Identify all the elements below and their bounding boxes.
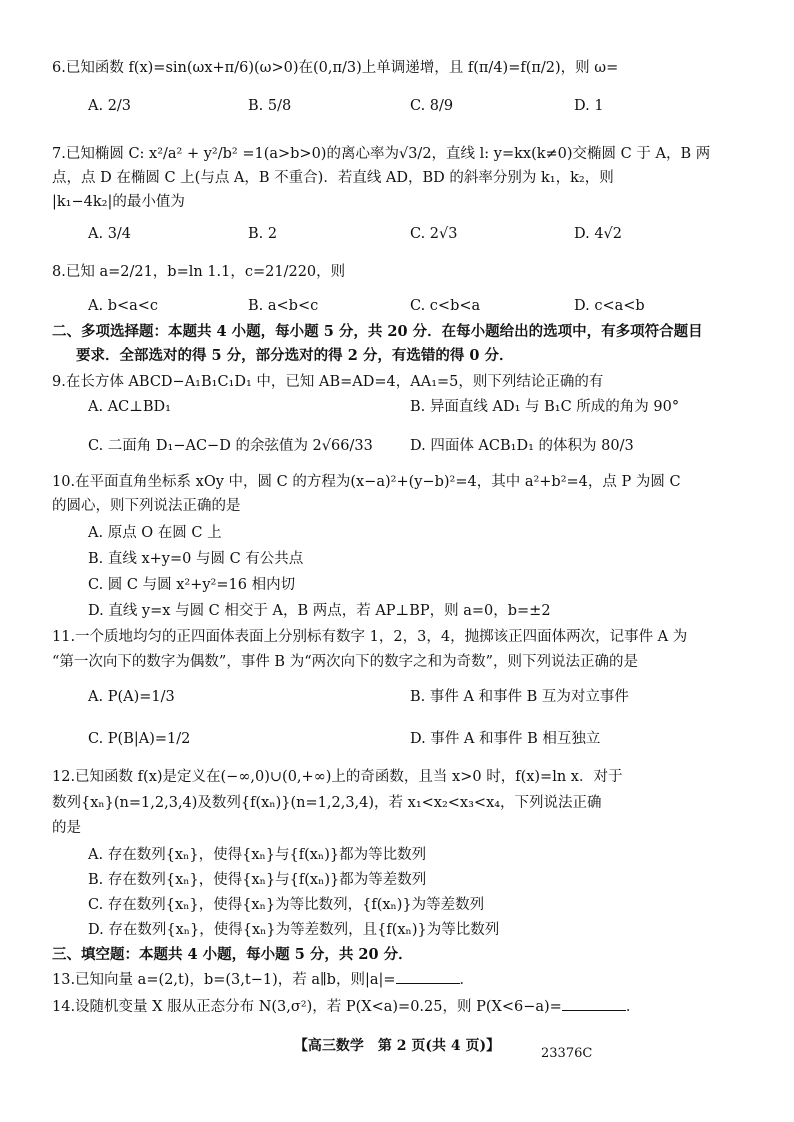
q14-answer-blank[interactable]: [562, 996, 626, 1011]
question-7-line1: 7.已知椭圆 C: x²/a² + y²/b² =1(a>b>0)的离心率为√3/2，直线 l: y=kx(k≠0)交椭圆 C 于 A，B 两: [52, 146, 711, 162]
q6-option-d: D. 1: [574, 98, 604, 114]
q12-option-d: D. 存在数列{xₙ}，使得{xₙ}为等差数列，且{f(xₙ)}为等比数列: [88, 922, 500, 938]
q8-option-a: A. b<a<c: [88, 298, 159, 314]
q8-option-c: C. c<b<a: [410, 298, 481, 314]
q9-option-c: C. 二面角 D₁−AC−D 的余弦值为 2√66/33: [88, 438, 373, 454]
q10-option-d: D. 直线 y=x 与圆 C 相交于 A，B 两点，若 AP⊥BP，则 a=0，b=±2: [88, 603, 551, 619]
question-9: 9.在长方体 ABCD−A₁B₁C₁D₁ 中，已知 AB=AD=4，AA₁=5，则下列结论正确的有: [52, 374, 604, 390]
q12-option-c: C. 存在数列{xₙ}，使得{xₙ}为等比数列，{f(xₙ)}为等差数列: [88, 897, 485, 913]
q10-option-a: A. 原点 O 在圆 C 上: [88, 525, 222, 541]
question-6-text: 6.已知函数 f(x)=sin(ωx+π/6)(ω>0)在(0,π/3)上单调递增，且 f(π/4)=f(π/2)，则 ω=: [52, 60, 619, 76]
question-12-line1: 12.已知函数 f(x)是定义在(−∞,0)∪(0,+∞)上的奇函数，且当 x>0 时，f(x)=ln x．对于: [52, 769, 623, 785]
question-11-line1: 11.一个质地均匀的正四面体表面上分别标有数字 1，2，3，4，抛掷该正四面体两次，记事件 A 为: [52, 629, 688, 645]
q13-answer-blank[interactable]: [396, 969, 460, 984]
section-multi-choice-header-line2: 要求．全部选对的得 5 分，部分选对的得 2 分，有选错的得 0 分．: [76, 347, 514, 364]
question-6: [52, 56, 742, 80]
question-13-text: 13.已知向量 a=(2,t)，b=(3,t−1)，若 a∥b，则|a|=: [52, 972, 396, 988]
q11-option-b: B. 事件 A 和事件 B 互为对立事件: [410, 689, 629, 705]
question-8: 8.已知 a=2/21，b=ln 1.1，c=21/220，则: [52, 264, 346, 280]
question-11-line2: “第一次向下的数字为偶数”，事件 B 为“两次向下的数字之和为奇数”，则下列说法正确的是: [52, 654, 639, 670]
q6-option-b: B. 5/8: [248, 98, 292, 114]
q7-option-a: A. 3/4: [88, 226, 132, 242]
q7-option-b: B. 2: [248, 226, 278, 242]
question-13: 13.已知向量 a=(2,t)，b=(3,t−1)，若 a∥b，则|a|= ．: [52, 968, 742, 992]
q8-option-b: B. a<b<c: [248, 298, 319, 314]
q6-option-c: C. 8/9: [410, 98, 454, 114]
section-fill-in-header: 三、填空题：本题共 4 小题，每小题 5 分，共 20 分．: [52, 946, 413, 963]
page-footer: 【高三数学 第 2 页(共 4 页)】: [293, 1038, 501, 1054]
section-multi-choice-header: 二、多项选择题：本题共 4 小题，每小题 5 分，共 20 分．在每小题给出的选项中，有多项符合题目: [52, 323, 703, 340]
q11-option-c: C. P(B|A)=1/2: [88, 731, 191, 747]
q12-option-b: B. 存在数列{xₙ}，使得{xₙ}与{f(xₙ)}都为等差数列: [88, 872, 427, 888]
question-7-line3: |k₁−4k₂|的最小值为: [52, 194, 185, 210]
q11-option-a: A. P(A)=1/3: [88, 689, 175, 705]
q10-option-b: B. 直线 x+y=0 与圆 C 有公共点: [88, 551, 304, 567]
q9-option-a: A. AC⊥BD₁: [88, 399, 171, 415]
q8-option-d: D. c<a<b: [574, 298, 645, 314]
question-14: 14.设随机变量 X 服从正态分布 N(3,σ²)，若 P(X<a)=0.25，则 P(X<6−a)= ．: [52, 995, 742, 1019]
q9-option-b: B. 异面直线 AD₁ 与 B₁C 所成的角为 90°: [410, 399, 680, 415]
q7-option-c: C. 2√3: [410, 226, 458, 242]
question-12-line2: 数列{xₙ}(n=1,2,3,4)及数列{f(xₙ)}(n=1,2,3,4)，若 x₁<x₂<x₃<x₄，下列说法正确: [52, 795, 602, 811]
q12-option-a: A. 存在数列{xₙ}，使得{xₙ}与{f(xₙ)}都为等比数列: [88, 847, 427, 863]
exam-code: 23376C: [541, 1046, 593, 1061]
question-10-line2: 的圆心，则下列说法正确的是: [52, 498, 241, 514]
question-14-text: 14.设随机变量 X 服从正态分布 N(3,σ²)，若 P(X<a)=0.25，则 P(X<6−a)=: [52, 999, 562, 1015]
question-7-line2: 点，点 D 在椭圆 C 上(与点 A，B 不重合)．若直线 AD，BD 的斜率分别为 k₁，k₂，则: [52, 170, 614, 186]
q9-option-d: D. 四面体 ACB₁D₁ 的体积为 80/3: [410, 438, 634, 454]
q6-option-a: A. 2/3: [88, 98, 132, 114]
q11-option-d: D. 事件 A 和事件 B 相互独立: [410, 731, 601, 747]
question-12-line3: 的是: [52, 820, 81, 836]
question-10-line1: 10.在平面直角坐标系 xOy 中，圆 C 的方程为(x−a)²+(y−b)²=4，其中 a²+b²=4，点 P 为圆 C: [52, 474, 681, 490]
q7-option-d: D. 4√2: [574, 226, 623, 242]
q10-option-c: C. 圆 C 与圆 x²+y²=16 相内切: [88, 577, 296, 593]
